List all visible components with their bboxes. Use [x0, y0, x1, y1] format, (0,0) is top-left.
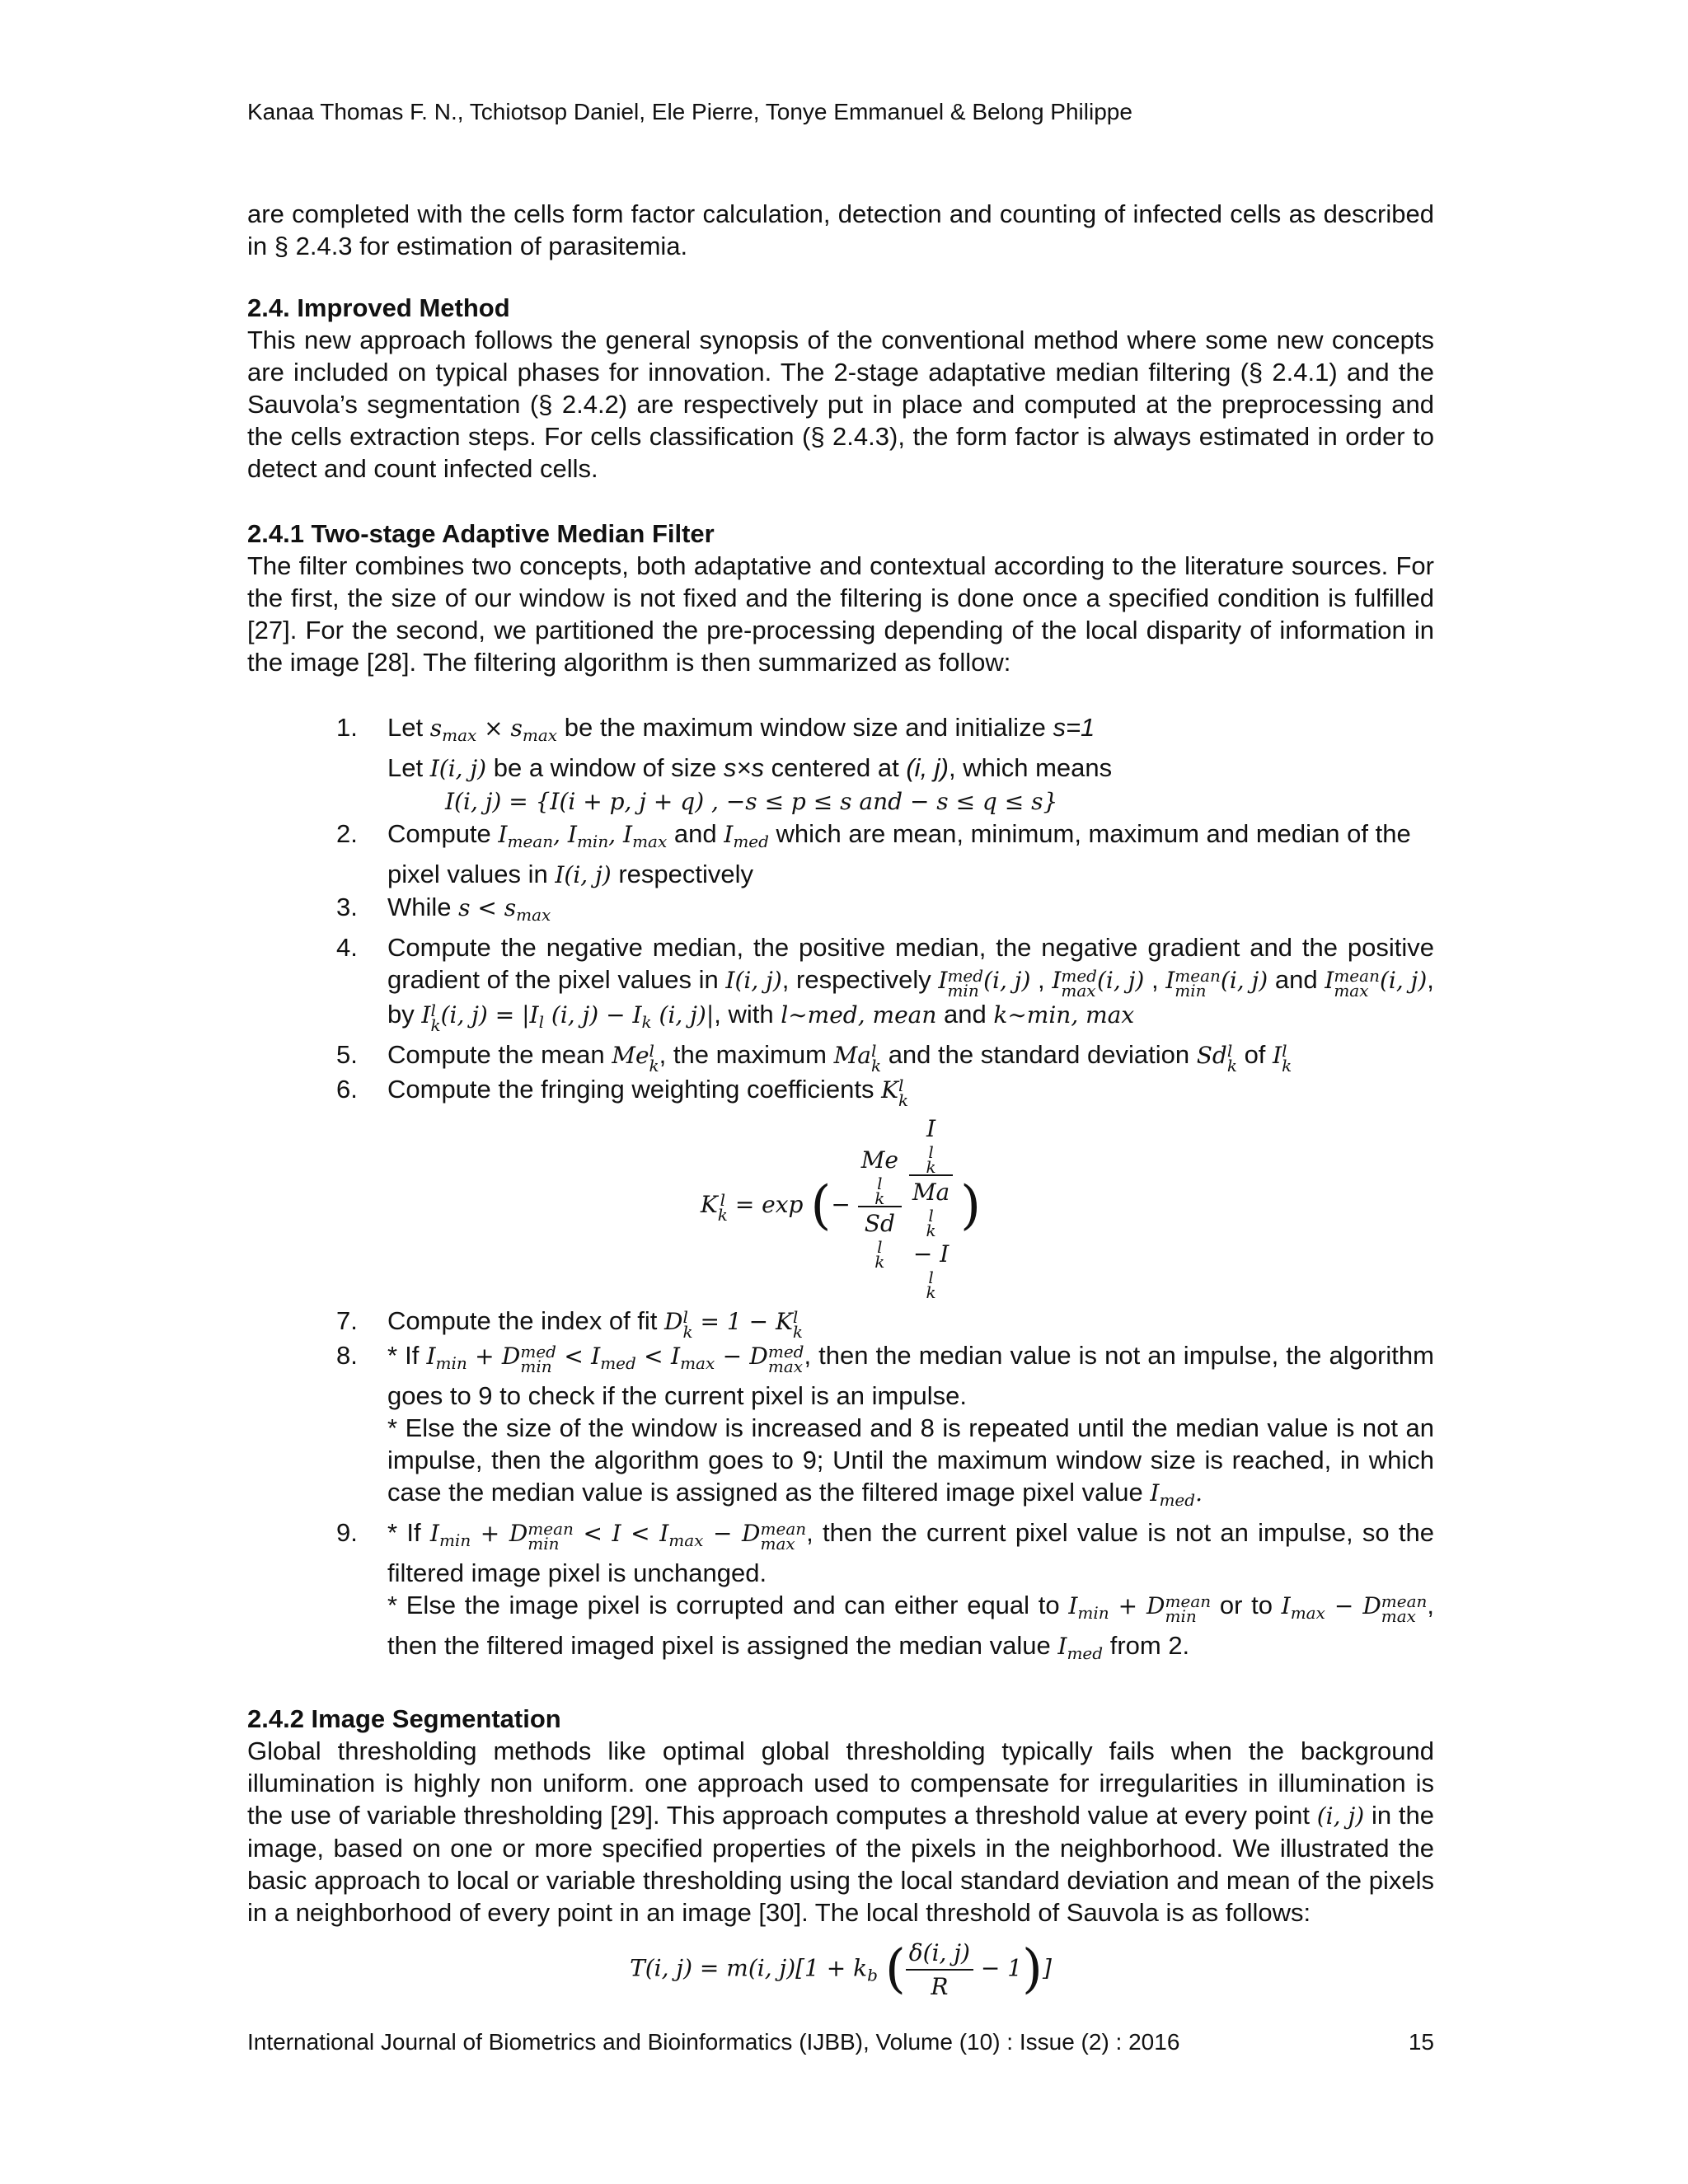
step-8: 8. * If $I_{min} + D$ med min < $I_{med} < I_{max} - D$ med max , then the median value is not an impulse, the algorithm goes to 9 to check if the current pixel is an impulse. * Else the size of the window is increased and 8 is repeated until the median value is not an impulse, then the algorithm goes to 9; Until the maximum window size is reached, in which case the median value is assigned as the filtered image pixel value $I_{med}$. — [336, 1341, 1434, 1510]
algorithm-steps — [247, 711, 1434, 1670]
section-text-2-4-1: The filter combines two concepts, both adaptative and contextual according to the literature sources. For the first, the size of our window is not fixed and the filtering is done once a specified condition is fulfilled [27]. For the second, we partitioned the pre-processing depending of the local disparity of information in the image [28]. The filtering algorithm is then summarized as follow: — [247, 551, 1434, 677]
step-2: 2. Compute $I_{mean}$, $I_{min}$, $I_{max}$ and $I_{med}$ which are mean, minimum, maximum and median of the pixel values in I(i, j) respectively — [336, 819, 1411, 888]
running-header: Kanaa Thomas F. N., Tchiotsop Daniel, Ele Pierre, Tonye Emmanuel & Belong Philippe — [247, 99, 1132, 124]
section-heading-2-4: 2.4. Improved Method — [247, 293, 510, 322]
section-text-2-4-2: Global thresholding methods like optimal global thresholding typically fails when the background illumination is highly non uniform. one approach used to compensate for irregularities in illumination is the use of variable thresholding [29]. This approach computes a threshold value at every point (i, j) in the image, based on one or more specified properties of the pixels in the neighborhood. We illustrated the basic approach to local or variable thresholding using the local standard deviation and mean of the pixels in a neighborhood of every point in an image [30]. The local threshold of Sauvola is as follows: — [247, 1736, 1434, 1927]
section-text-2-4: This new approach follows the general synopsis of the conventional method where some new concepts are included on typical phases for innovation. The 2-stage adaptative median filtering (§ 2.4.1) and the Sauvola’s segmentation (§ 2.4.2) are respectively put in place and computed at the preprocessing and the cells extraction steps. For cells classification (§ 2.4.3), the form factor is always estimated in order to detect and count infected cells. — [247, 326, 1434, 483]
step-4: 4. Compute the negative median, the positive median, the negative gradient and the positive gradient of the pixel values in I(i, j), respectively I med min (i, j) , I med max (i, j) , I mean min (i, j) and I mean max (i, j), by I l k (i, $j) = |I_l$ (i, $j) - I_k$ (i, j)|, with l∼med, mean and k∼min, max — [336, 933, 1434, 1035]
page-body — [247, 198, 1434, 2008]
section-heading-2-4-2: 2.4.2 Image Segmentation — [247, 1704, 561, 1733]
page-number: 15 — [1408, 2029, 1434, 2055]
weighting-coefficient-equation: K l k = exp (− Me l k Sd l k I l k Ma l k − I l k ) — [247, 1113, 1434, 1300]
section-heading-2-4-1: 2.4.1 Two-stage Adaptive Median Filter — [247, 519, 715, 548]
step-9: 9. * If $I_{min} + D$ mean min < $I < I_{max} - D$ mean max , then the current pixel value is not an impulse, so the filtered image pixel is unchanged. * Else the image pixel is corrupted and can either equal to $I_{min} + D$ mean min or to $I_{max} - D$ mean max , then the filtered imaged pixel is assigned the median value $I_{med}$ from 2. — [336, 1518, 1435, 1663]
sauvola-threshold-equation: T(i, j) = m(i, $j)[1 + k_b$ ( $\frac{\delta(i, j)}{R}$ − 1)] — [247, 1937, 1434, 2003]
step-5: 5. Compute the mean Me l k , the maximum Ma l k and the standard deviation Sd l k of I l k — [336, 1040, 1292, 1076]
step-6: 6. Compute the fringing weighting coefficients K l k K l k = exp (− Me l k Sd l k I l k Ma l k − I l k ) — [247, 1073, 1434, 1300]
journal-citation: International Journal of Biometrics and Bioinformatics (IJBB), Volume (10) : Issue (2) : 2016 — [247, 2029, 1180, 2055]
step-1: 1. Let $s_{max} \times s_{max}$ be the maximum window size and initialize s=1 Let I(i, j) be a window of size s×s centered at (i, j), which means I(i, j) = {I(i + p, j + q) , −s ≤ p ≤ s and − s ≤ q ≤ s} — [336, 713, 1113, 815]
window-definition-equation: I(i, j) = {I(i + p, j + q) , −s ≤ p ≤ s and − s ≤ q ≤ s} — [445, 788, 1058, 815]
page-footer — [247, 2029, 1434, 2055]
step-3: 3. While $s < s_{max}$ — [336, 893, 551, 925]
intro-paragraph: are completed with the cells form factor calculation, detection and counting of infected cells as described in § 2.4.3 for estimation of parasitemia. — [247, 199, 1434, 260]
step-7: 7. Compute the index of fit D l k = 1 − K l k — [336, 1306, 804, 1342]
